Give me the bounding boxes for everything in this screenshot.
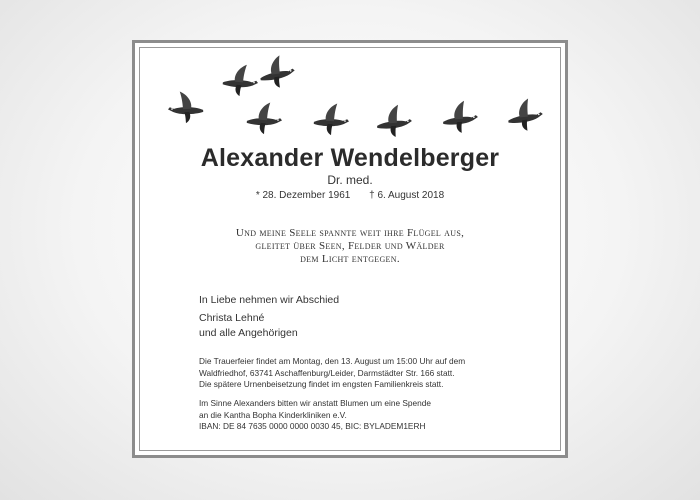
goose-icon xyxy=(246,101,283,135)
farewell-block xyxy=(199,293,339,341)
quote-line: dem Licht entgegen. xyxy=(300,253,400,265)
farewell-intro: In Liebe nehmen wir Abschied xyxy=(199,294,340,306)
donation-line: Im Sinne Alexanders bitten wir anstatt Blumen um eine Spende xyxy=(199,398,431,408)
mourner-name: Christa Lehné xyxy=(199,312,265,324)
life-dates xyxy=(135,190,565,201)
ceremony-line: Die spätere Urnenbeisetzung findet im engsten Familienkreis statt. xyxy=(199,379,444,389)
quote-line: gleitet über Seen, Felder und Wälder xyxy=(255,240,445,252)
goose-icon xyxy=(222,62,260,97)
deceased-name: Alexander Wendelberger xyxy=(200,144,500,172)
goose-icon xyxy=(506,97,544,132)
obituary-notice xyxy=(132,40,568,458)
bank-details: IBAN: DE 84 7635 0000 0000 0030 45, BIC: BYLADEM1ERH xyxy=(199,421,426,431)
donation-line: an die Kantha Bopha Kinderkliniken e.V. xyxy=(199,409,347,420)
goose-icon xyxy=(376,104,413,138)
ceremony-info xyxy=(199,356,465,391)
goose-icon xyxy=(258,54,297,91)
mourner-name: und alle Angehörigen xyxy=(199,327,298,339)
birth-date: * 28. Dezember 1961 xyxy=(255,190,351,201)
quote-line: Und meine Seele spannte weit ihre Flügel aus, xyxy=(235,227,465,239)
donation-info xyxy=(199,398,431,433)
academic-title: Dr. med. xyxy=(327,173,373,187)
death-date: † 6. August 2018 xyxy=(369,190,445,201)
ceremony-line: Die Trauerfeier findet am Montag, den 13. August um 15:00 Uhr auf dem xyxy=(199,356,466,366)
goose-icon xyxy=(167,90,204,124)
memorial-quote xyxy=(135,227,565,266)
goose-icon xyxy=(442,100,479,134)
goose-icon xyxy=(313,102,350,136)
ceremony-line: Waldfriedhof, 63741 Aschaffenburg/Leider, Darmstädter Str. 166 statt. xyxy=(199,367,455,378)
